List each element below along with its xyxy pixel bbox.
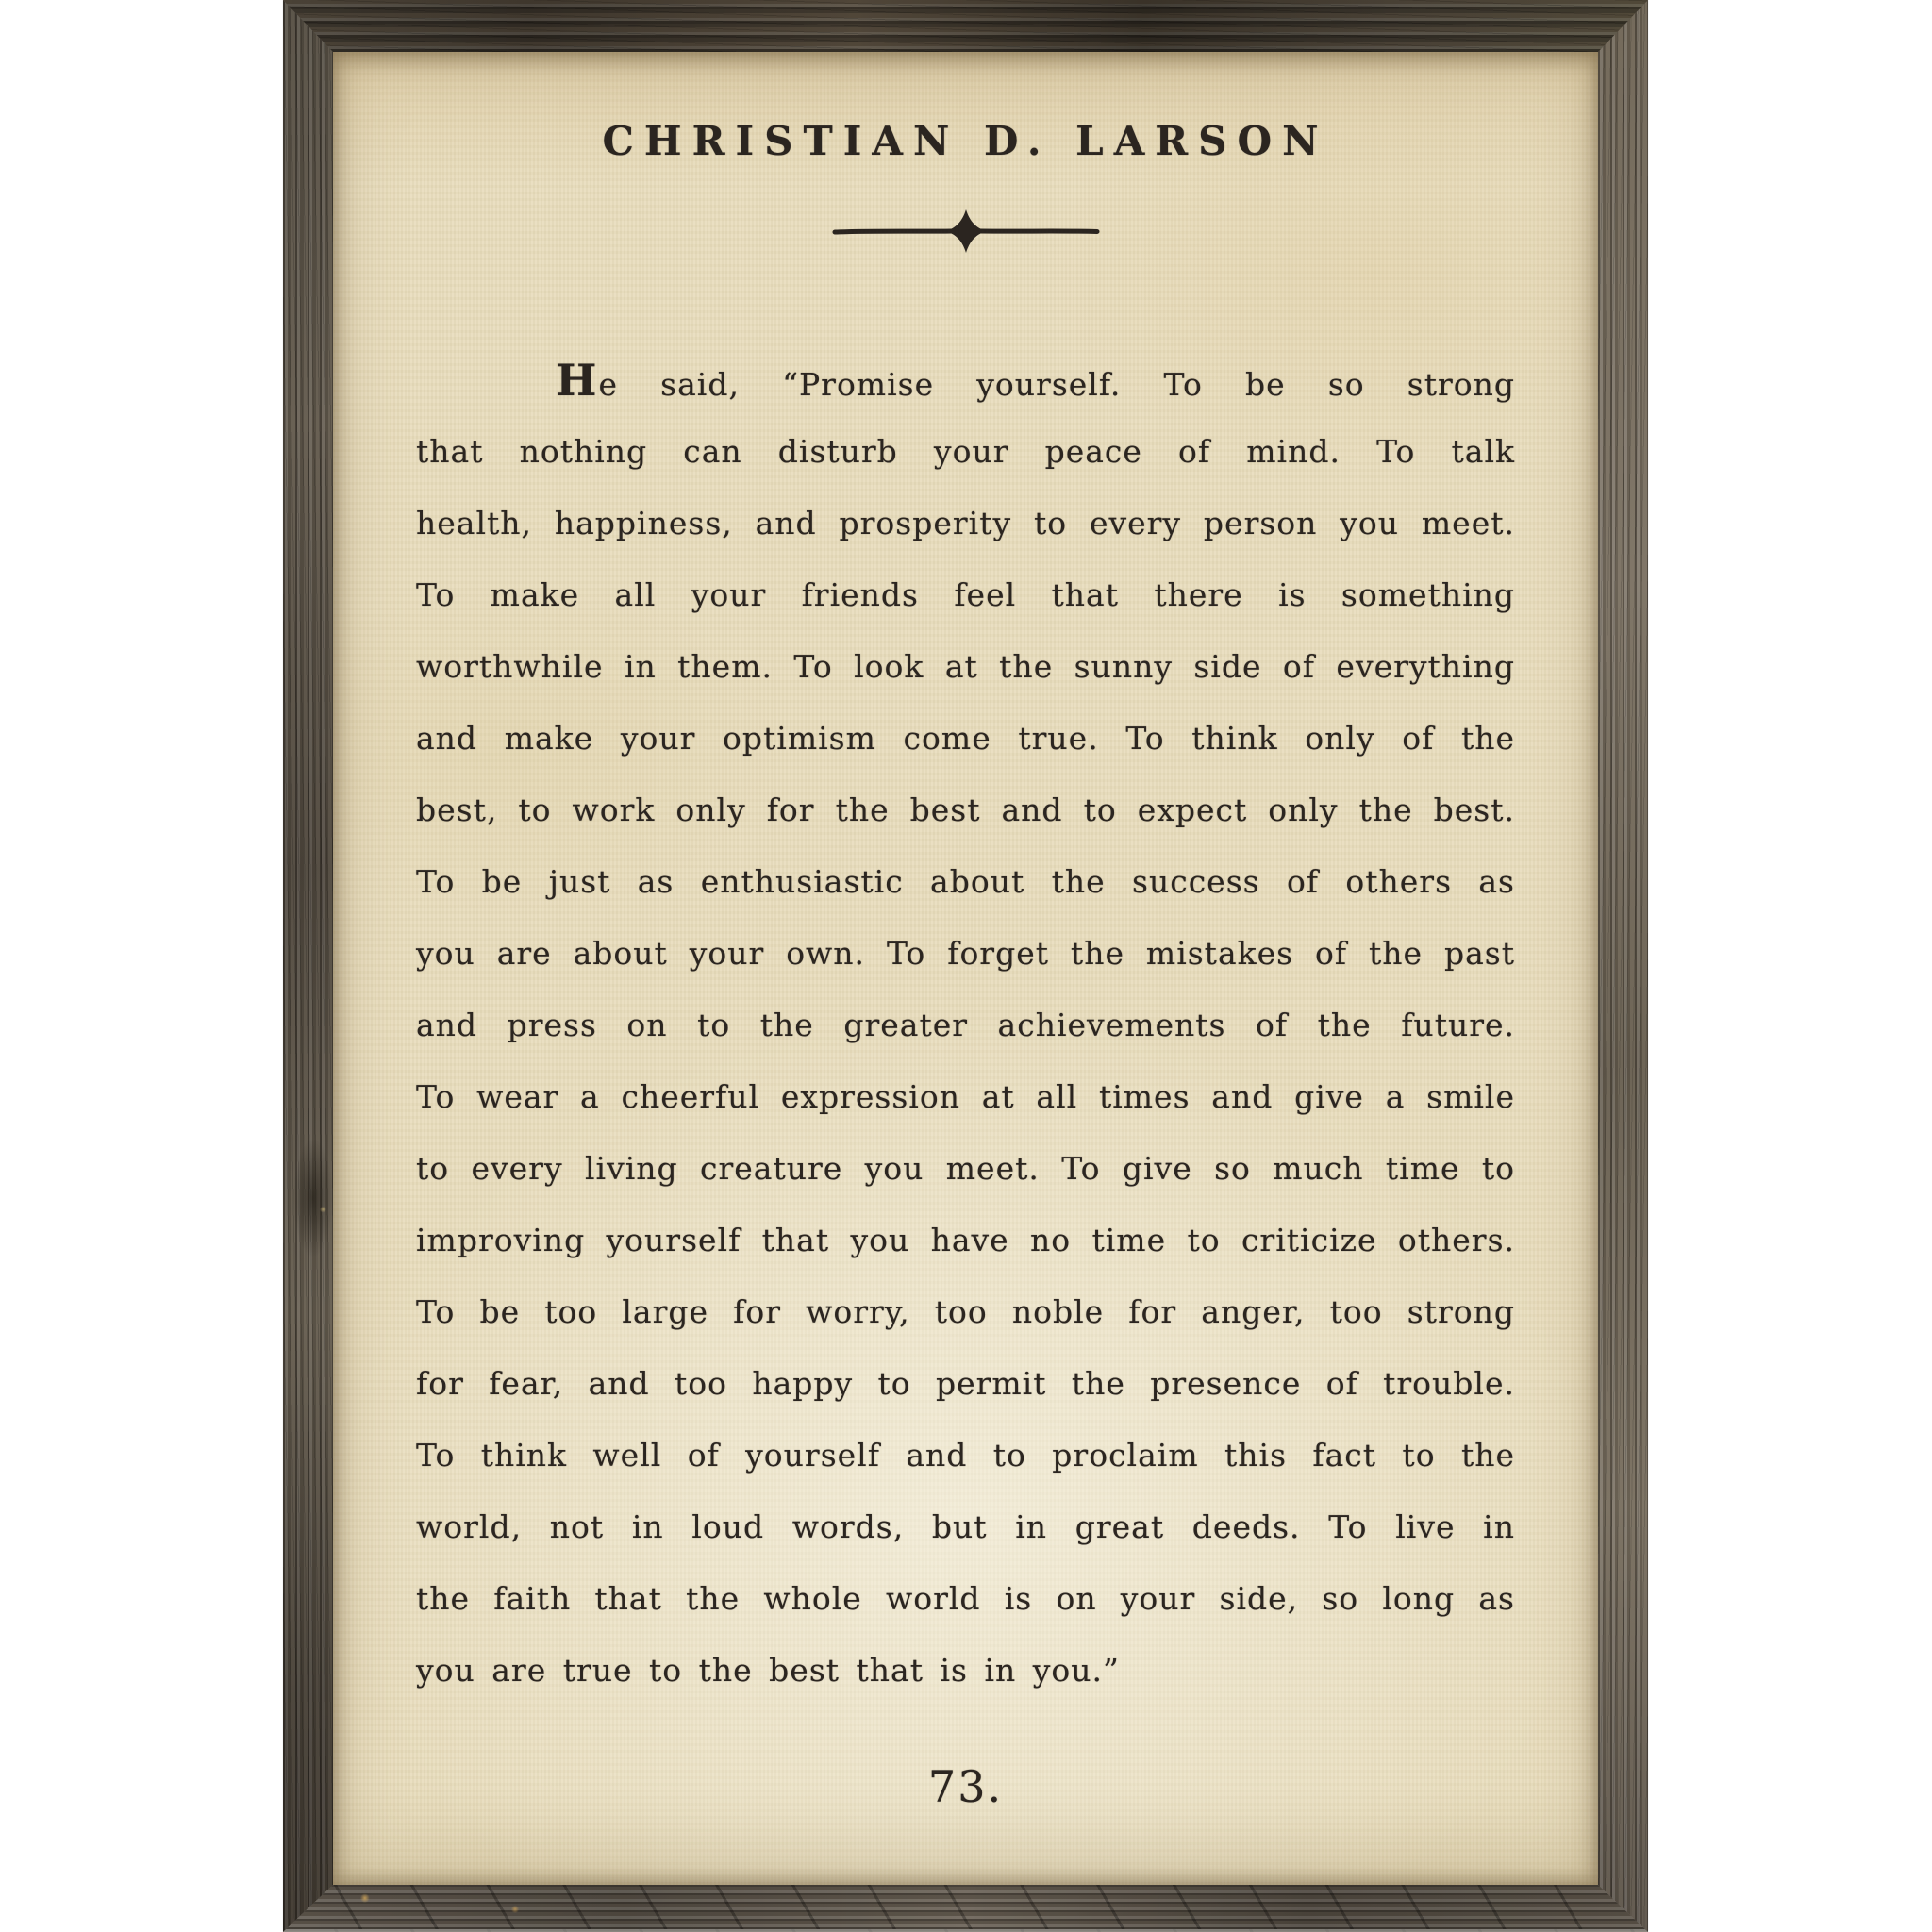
quote-line: best, to work only for the best and to expect only the best. — [416, 791, 1515, 828]
quote-line: and press on to the greater achievements of the future. — [416, 1007, 1515, 1043]
quote-line: He said, “Promise yourself. To be so strong — [556, 355, 1515, 406]
page-number: 73. — [927, 1761, 1004, 1812]
quote-line: to every living creature you meet. To give so much time to — [416, 1150, 1515, 1187]
frame-top-rail — [283, 0, 1648, 52]
quote-line: improving yourself that you have no time to criticize others. — [416, 1222, 1515, 1258]
quote-line: To make all your friends feel that there is something — [416, 576, 1515, 613]
quote-line: To be just as enthusiastic about the success of others as — [416, 863, 1515, 900]
frame-right-rail — [1598, 0, 1648, 1932]
divider-ornament-icon — [333, 203, 1598, 263]
quote-line: you are about your own. To forget the mistakes of the past — [416, 935, 1515, 972]
quote-line: world, not in loud words, but in great deeds. To live in — [416, 1508, 1515, 1545]
quote-line: the faith that the whole world is on your side, so long as — [416, 1580, 1515, 1617]
quote-line: To be too large for worry, too noble for anger, too strong — [416, 1293, 1515, 1330]
quote-line: and make your optimism come true. To think only of the — [416, 720, 1515, 757]
quote-line: health, happiness, and prosperity to every person you meet. — [416, 505, 1515, 541]
print-paper — [333, 52, 1598, 1885]
quote-line: you are true to the best that is in you.” — [416, 1652, 1120, 1689]
frame-bottom-rail — [283, 1885, 1648, 1932]
quote-text — [416, 344, 1515, 1707]
quote-line: To think well of yourself and to proclaim this fact to the — [416, 1437, 1515, 1474]
quote-line: for fear, and too happy to permit the presence of trouble. — [416, 1365, 1515, 1402]
frame-left-rail — [283, 0, 333, 1932]
framed-print — [283, 0, 1648, 1932]
quote-line: To wear a cheerful expression at all times and give a smile — [416, 1078, 1515, 1115]
drop-cap-initial: H — [556, 355, 599, 406]
quote-line: worthwhile in them. To look at the sunny side of everything — [416, 648, 1515, 685]
quote-line: that nothing can disturb your peace of mind. To talk — [416, 433, 1515, 470]
author-title: CHRISTIAN D. LARSON — [602, 118, 1329, 164]
